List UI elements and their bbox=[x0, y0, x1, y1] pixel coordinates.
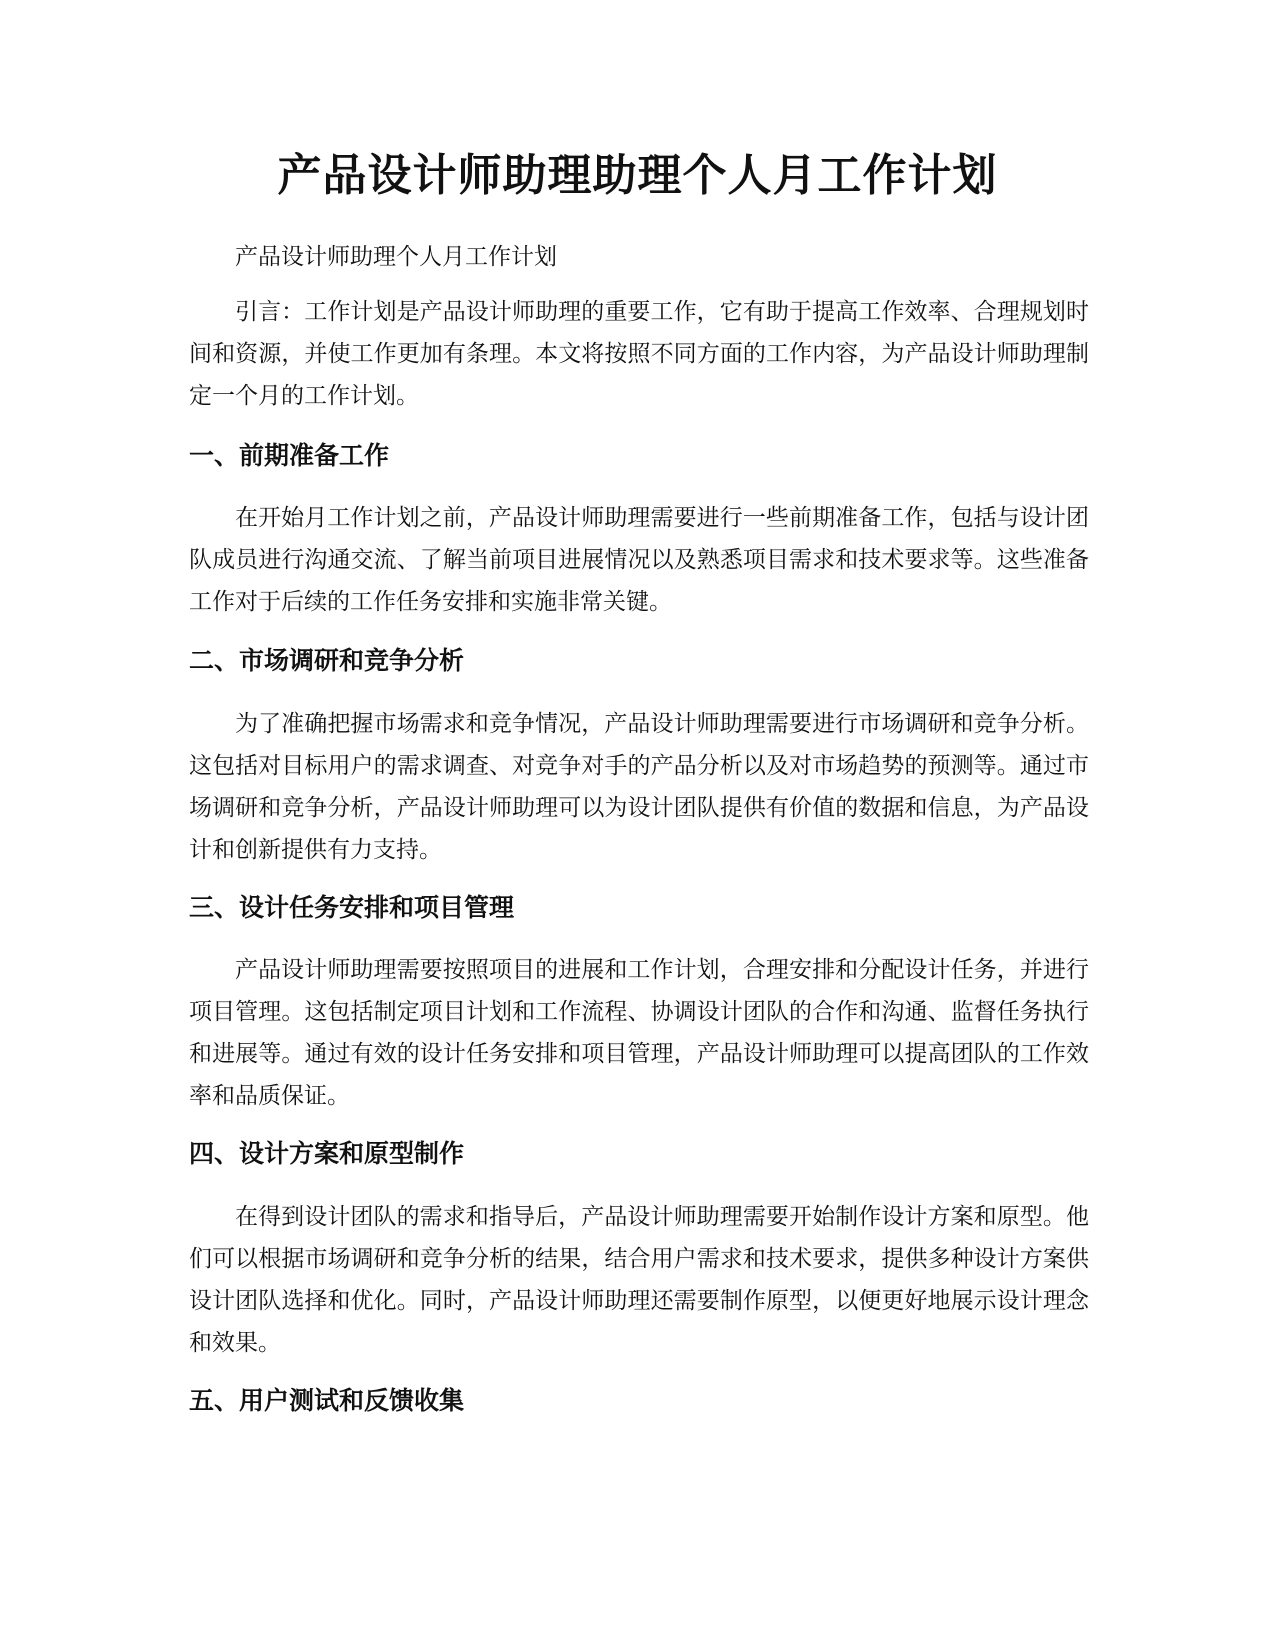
subtitle-paragraph: 产品设计师助理个人月工作计划 bbox=[235, 244, 557, 270]
section-heading-4: 四、设计方案和原型制作 bbox=[189, 1139, 465, 1168]
section-heading-5: 五、用户测试和反馈收集 bbox=[189, 1386, 465, 1415]
document-title: 产品设计师助理助理个人月工作计划 bbox=[277, 150, 998, 201]
section-heading-3: 三、设计任务安排和项目管理 bbox=[189, 893, 515, 922]
section-heading-1: 一、前期准备工作 bbox=[189, 441, 390, 470]
section-body-2: 为了准确把握市场需求和竞争情况，产品设计师助理需要进行市场调研和竞争分析。这包括对目标用户的需求调查、对竞争对手的产品分析以及对市场趋势的预测等。通过市场调研和竞争分析，产品设计师助理可以为设计团队提供有价值的数据和信息，为产品设计和创新提供有力支持。 bbox=[189, 711, 1089, 863]
section-body-3: 产品设计师助理需要按照项目的进展和工作计划，合理安排和分配设计任务，并进行项目管理。这包括制定项目计划和工作流程、协调设计团队的合作和沟通、监督任务执行和进展等。通过有效的设计任务安排和项目管理，产品设计师助理可以提高团队的工作效率和品质保证。 bbox=[189, 957, 1089, 1109]
section-body-4: 在得到设计团队的需求和指导后，产品设计师助理需要开始制作设计方案和原型。他们可以根据市场调研和竞争分析的结果，结合用户需求和技术要求，提供多种设计方案供设计团队选择和优化。同时，产品设计师助理还需要制作原型，以便更好地展示设计理念和效果。 bbox=[189, 1204, 1089, 1356]
section-heading-2: 二、市场调研和竞争分析 bbox=[189, 646, 465, 675]
section-body-1: 在开始月工作计划之前，产品设计师助理需要进行一些前期准备工作，包括与设计团队成员进行沟通交流、了解当前项目进展情况以及熟悉项目需求和技术要求等。这些准备工作对于后续的工作任务安排和实施非常关键。 bbox=[189, 505, 1089, 615]
intro-paragraph: 引言：工作计划是产品设计师助理的重要工作，它有助于提高工作效率、合理规划时间和资源，并使工作更加有条理。本文将按照不同方面的工作内容，为产品设计师助理制定一个月的工作计划。 bbox=[189, 299, 1089, 409]
